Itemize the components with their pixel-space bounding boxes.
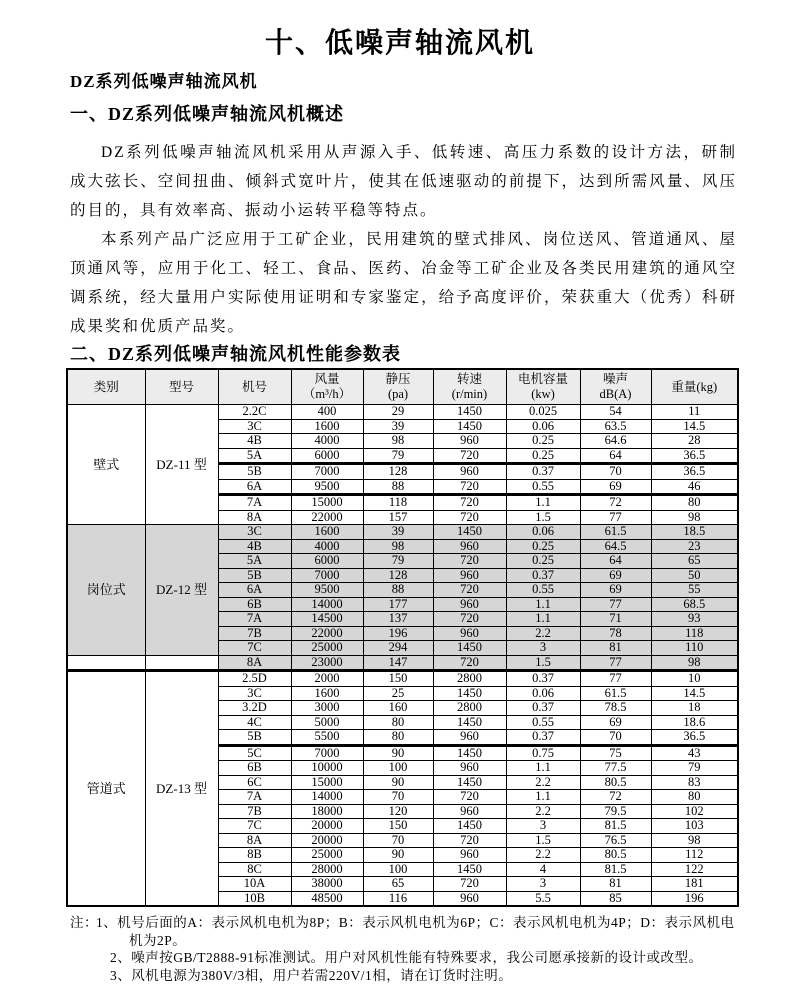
table-cell: 77 bbox=[580, 671, 651, 687]
table-cell: 63.5 bbox=[580, 419, 651, 434]
table-cell: 1600 bbox=[291, 686, 363, 701]
section-heading-parameters: 二、DZ系列低噪声轴流风机性能参数表 bbox=[70, 343, 800, 365]
table-cell: 720 bbox=[433, 554, 506, 569]
table-cell: 720 bbox=[433, 510, 506, 525]
table-cell: 46 bbox=[651, 479, 738, 495]
category-cell: 岗位式 bbox=[67, 525, 145, 656]
overview-paragraphs bbox=[70, 138, 737, 341]
header-line-1: 噪声 bbox=[581, 372, 651, 387]
category-cell: 壁式 bbox=[67, 405, 145, 525]
header-line-1: 静压 bbox=[364, 372, 433, 387]
table-cell: 54 bbox=[580, 405, 651, 420]
table-cell: 960 bbox=[433, 626, 506, 641]
header-line-1: 转速 bbox=[434, 372, 506, 387]
table-cell: 28 bbox=[651, 434, 738, 449]
table-cell: 79 bbox=[363, 554, 433, 569]
table-cell: 0.06 bbox=[506, 419, 580, 434]
table-cell: 80 bbox=[651, 495, 738, 511]
table-cell: 720 bbox=[433, 583, 506, 598]
table-cell: 11 bbox=[651, 405, 738, 420]
table-cell: 98 bbox=[363, 539, 433, 554]
notes-label: 注： bbox=[70, 914, 98, 932]
table-cell: 80.5 bbox=[580, 848, 651, 863]
table-cell: 177 bbox=[363, 597, 433, 612]
table-cell: 18.6 bbox=[651, 715, 738, 730]
table-cell: 80 bbox=[363, 730, 433, 746]
model-cell: DZ-13 型 bbox=[145, 671, 218, 907]
table-cell: 1.5 bbox=[506, 510, 580, 525]
table-cell: 720 bbox=[433, 495, 506, 511]
table-cell: 118 bbox=[363, 495, 433, 511]
table-cell: 4B bbox=[218, 434, 291, 449]
table-cell: 70 bbox=[580, 730, 651, 746]
table-cell: 4B bbox=[218, 539, 291, 554]
table-cell: 181 bbox=[651, 877, 738, 892]
table-cell: 70 bbox=[580, 464, 651, 480]
table-cell: 4000 bbox=[291, 539, 363, 554]
table-cell: 150 bbox=[363, 671, 433, 687]
doc-subtitle: DZ系列低噪声轴流风机 bbox=[70, 71, 800, 93]
header-line-1: 机号 bbox=[219, 380, 291, 395]
table-cell: 15000 bbox=[291, 775, 363, 790]
table-cell: 1.1 bbox=[506, 790, 580, 805]
table-cell: 960 bbox=[433, 804, 506, 819]
table-cell: 65 bbox=[651, 554, 738, 569]
table-cell: 3 bbox=[506, 819, 580, 834]
table-cell: 25000 bbox=[291, 848, 363, 863]
table-cell: 2800 bbox=[433, 701, 506, 716]
table-cell: 18 bbox=[651, 701, 738, 716]
notes-items bbox=[70, 914, 738, 984]
table-cell: 77.5 bbox=[580, 761, 651, 776]
table-cell: 78 bbox=[580, 626, 651, 641]
table-cell: 118 bbox=[651, 626, 738, 641]
table-cell: 0.55 bbox=[506, 479, 580, 495]
table-cell: 48500 bbox=[291, 891, 363, 906]
table-cell: 5B bbox=[218, 730, 291, 746]
table-cell: 6B bbox=[218, 761, 291, 776]
table-cell: 10A bbox=[218, 877, 291, 892]
table-cell: 1.1 bbox=[506, 495, 580, 511]
category-cell: 管道式 bbox=[67, 671, 145, 907]
overview-paragraph: 本系列产品广泛应用于工矿企业，民用建筑的壁式排风、岗位送风、管道通风、屋顶通风等，应用于化工、轻工、食品、医药、冶金等工矿企业及各类民用建筑的通风空调系统，经大量用户实际使用证明和专家鉴定，给予高度评价，荣获重大（优秀）科研成果奖和优质产品奖。 bbox=[70, 225, 737, 341]
table-cell: 15000 bbox=[291, 495, 363, 511]
table-cell: 720 bbox=[433, 655, 506, 671]
table-cell: 1450 bbox=[433, 745, 506, 761]
table-cell: 6A bbox=[218, 583, 291, 598]
table-cell: 1.5 bbox=[506, 655, 580, 671]
table-cell: 1450 bbox=[433, 419, 506, 434]
table-cell: 0.37 bbox=[506, 671, 580, 687]
table-cell: 7C bbox=[218, 641, 291, 656]
table-cell: 1600 bbox=[291, 419, 363, 434]
table-cell: 1450 bbox=[433, 641, 506, 656]
table-cell: 6A bbox=[218, 479, 291, 495]
note-item: 1、机号后面的A：表示风机电机为8P；B：表示风机电机为6P；C：表示风机电机为4P；D：表示风机电机为2P。 bbox=[96, 914, 738, 949]
table-cell: 100 bbox=[363, 862, 433, 877]
table-cell: 116 bbox=[363, 891, 433, 906]
table-cell: 960 bbox=[433, 597, 506, 612]
header-line-1: 重量(kg) bbox=[652, 380, 738, 395]
table-cell: 83 bbox=[651, 775, 738, 790]
table-header-cell bbox=[506, 369, 580, 405]
table-cell: 960 bbox=[433, 848, 506, 863]
table-cell: 720 bbox=[433, 790, 506, 805]
table-cell: 7000 bbox=[291, 745, 363, 761]
table-cell: 69 bbox=[580, 715, 651, 730]
table-cell: 77 bbox=[580, 655, 651, 671]
table-cell: 1600 bbox=[291, 525, 363, 540]
table-cell: 960 bbox=[433, 761, 506, 776]
table-header-cell bbox=[67, 369, 145, 405]
table-cell: 71 bbox=[580, 612, 651, 627]
table-cell: 64.6 bbox=[580, 434, 651, 449]
table-cell: 5A bbox=[218, 448, 291, 464]
table-cell: 72 bbox=[580, 790, 651, 805]
table-cell: 110 bbox=[651, 641, 738, 656]
table-cell: 3 bbox=[506, 641, 580, 656]
performance-table bbox=[66, 368, 739, 907]
header-line-1: 电机容量 bbox=[507, 372, 580, 387]
table-cell: 22000 bbox=[291, 510, 363, 525]
table-cell: 39 bbox=[363, 419, 433, 434]
table-cell: 69 bbox=[580, 583, 651, 598]
table-cell: 36.5 bbox=[651, 464, 738, 480]
table-cell: 88 bbox=[363, 479, 433, 495]
table-cell: 36.5 bbox=[651, 730, 738, 746]
header-line-2: dB(A) bbox=[581, 387, 651, 402]
model-cell: DZ-12 型 bbox=[145, 525, 218, 656]
table-cell: 960 bbox=[433, 891, 506, 906]
table-cell: 4C bbox=[218, 715, 291, 730]
table-cell: 90 bbox=[363, 848, 433, 863]
table-cell: 79.5 bbox=[580, 804, 651, 819]
table-cell: 1.1 bbox=[506, 612, 580, 627]
table-cell: 7A bbox=[218, 612, 291, 627]
table-header-cell bbox=[363, 369, 433, 405]
table-cell: 0.37 bbox=[506, 464, 580, 480]
table-cell: 1450 bbox=[433, 819, 506, 834]
table-cell: 960 bbox=[433, 434, 506, 449]
table-cell: 75 bbox=[580, 745, 651, 761]
table-row bbox=[67, 671, 738, 687]
overview-paragraph: DZ系列低噪声轴流风机采用从声源入手、低转速、高压力系数的设计方法，研制成大弦长、空间扭曲、倾斜式宽叶片，使其在低速驱动的前提下，达到所需风量、风压的目的，具有效率高、振动小运转平稳等特点。 bbox=[70, 138, 737, 225]
table-cell: 1450 bbox=[433, 775, 506, 790]
table-cell: 81.5 bbox=[580, 819, 651, 834]
table-cell: 0.55 bbox=[506, 583, 580, 598]
table-cell: 1450 bbox=[433, 686, 506, 701]
table-cell: 160 bbox=[363, 701, 433, 716]
page-title: 十、低噪声轴流风机 bbox=[0, 26, 800, 62]
table-cell: 7B bbox=[218, 626, 291, 641]
table-cell: 69 bbox=[580, 568, 651, 583]
table-cell: 2.2 bbox=[506, 775, 580, 790]
table-cell: 14000 bbox=[291, 597, 363, 612]
table-cell: 0.25 bbox=[506, 539, 580, 554]
table-cell: 150 bbox=[363, 819, 433, 834]
table-cell: 720 bbox=[433, 448, 506, 464]
table-cell: 14500 bbox=[291, 612, 363, 627]
table-cell: 98 bbox=[363, 434, 433, 449]
header-line-1: 类别 bbox=[68, 380, 145, 395]
table-cell: 50 bbox=[651, 568, 738, 583]
table-cell: 122 bbox=[651, 862, 738, 877]
table-cell: 25 bbox=[363, 686, 433, 701]
table-cell: 10 bbox=[651, 671, 738, 687]
table-cell: 88 bbox=[363, 583, 433, 598]
table-header-cell bbox=[580, 369, 651, 405]
table-cell: 7C bbox=[218, 819, 291, 834]
table-cell: 80.5 bbox=[580, 775, 651, 790]
table-cell: 72 bbox=[580, 495, 651, 511]
table-cell: 960 bbox=[433, 464, 506, 480]
table-cell: 128 bbox=[363, 464, 433, 480]
table-cell: 0.37 bbox=[506, 730, 580, 746]
table-cell: 960 bbox=[433, 730, 506, 746]
note-item: 2、噪声按GB/T2888-91标准测试。用户对风机性能有特殊要求，我公司愿承接新的设计或改型。 bbox=[110, 949, 738, 967]
table-cell: 128 bbox=[363, 568, 433, 583]
table-cell: 36.5 bbox=[651, 448, 738, 464]
table-cell: 22000 bbox=[291, 626, 363, 641]
table-cell: 8A bbox=[218, 510, 291, 525]
table-cell: 98 bbox=[651, 510, 738, 525]
table-cell: 79 bbox=[651, 761, 738, 776]
table-header-cell bbox=[433, 369, 506, 405]
table-cell: 5A bbox=[218, 554, 291, 569]
table-body bbox=[67, 405, 738, 907]
table-header-cell bbox=[145, 369, 218, 405]
table-cell: 7A bbox=[218, 495, 291, 511]
table-cell: 14.5 bbox=[651, 419, 738, 434]
table-cell: 10000 bbox=[291, 761, 363, 776]
table-cell: 6B bbox=[218, 597, 291, 612]
table-cell: 5C bbox=[218, 745, 291, 761]
table-cell: 25000 bbox=[291, 641, 363, 656]
table-cell: 400 bbox=[291, 405, 363, 420]
table-cell: 0.37 bbox=[506, 701, 580, 716]
table-cell: 2.2 bbox=[506, 804, 580, 819]
table-cell: 102 bbox=[651, 804, 738, 819]
table-cell: 2000 bbox=[291, 671, 363, 687]
table-cell: 3.2D bbox=[218, 701, 291, 716]
table-cell: 720 bbox=[433, 877, 506, 892]
table-cell: 6C bbox=[218, 775, 291, 790]
table-cell: 18000 bbox=[291, 804, 363, 819]
table-cell: 2.2C bbox=[218, 405, 291, 420]
model-cell: DZ-11 型 bbox=[145, 405, 218, 525]
table-header-row bbox=[67, 369, 738, 405]
notes bbox=[70, 914, 738, 984]
table-header-cell bbox=[291, 369, 363, 405]
table-cell: 6000 bbox=[291, 448, 363, 464]
table-cell: 3000 bbox=[291, 701, 363, 716]
table-cell: 64 bbox=[580, 448, 651, 464]
table-cell: 0.25 bbox=[506, 554, 580, 569]
table-cell: 4 bbox=[506, 862, 580, 877]
table-cell: 64.5 bbox=[580, 539, 651, 554]
table-cell: 90 bbox=[363, 745, 433, 761]
table-cell: 8C bbox=[218, 862, 291, 877]
table-cell: 80 bbox=[651, 790, 738, 805]
table-cell: 76.5 bbox=[580, 833, 651, 848]
table-cell: 960 bbox=[433, 568, 506, 583]
table-cell: 112 bbox=[651, 848, 738, 863]
table-cell: 68.5 bbox=[651, 597, 738, 612]
table-cell: 0.25 bbox=[506, 434, 580, 449]
table-cell: 120 bbox=[363, 804, 433, 819]
table-cell: 196 bbox=[651, 891, 738, 906]
header-line-2: (r/min) bbox=[434, 387, 506, 402]
table-cell: 78.5 bbox=[580, 701, 651, 716]
table-cell: 79 bbox=[363, 448, 433, 464]
table-cell: 5B bbox=[218, 464, 291, 480]
table-cell: 7A bbox=[218, 790, 291, 805]
table-cell: 43 bbox=[651, 745, 738, 761]
table-cell: 1.5 bbox=[506, 833, 580, 848]
table-cell: 0.025 bbox=[506, 405, 580, 420]
table-cell: 100 bbox=[363, 761, 433, 776]
table-cell: 157 bbox=[363, 510, 433, 525]
table-head bbox=[67, 369, 738, 405]
table-cell: 5000 bbox=[291, 715, 363, 730]
table-cell: 93 bbox=[651, 612, 738, 627]
table-cell: 70 bbox=[363, 833, 433, 848]
table-cell: 5500 bbox=[291, 730, 363, 746]
table-cell: 61.5 bbox=[580, 686, 651, 701]
table-cell: 1450 bbox=[433, 525, 506, 540]
table-cell: 14.5 bbox=[651, 686, 738, 701]
table-cell: 3C bbox=[218, 419, 291, 434]
table-cell: 3 bbox=[506, 877, 580, 892]
table-cell: 6000 bbox=[291, 554, 363, 569]
table-cell: 0.55 bbox=[506, 715, 580, 730]
table-cell: 64 bbox=[580, 554, 651, 569]
table-cell: 39 bbox=[363, 525, 433, 540]
table-cell: 1450 bbox=[433, 862, 506, 877]
table-cell: 1.1 bbox=[506, 597, 580, 612]
table-cell: 28000 bbox=[291, 862, 363, 877]
table-cell: 2.2 bbox=[506, 626, 580, 641]
table-cell: 2800 bbox=[433, 671, 506, 687]
table-cell: 1450 bbox=[433, 405, 506, 420]
table-cell: 0.75 bbox=[506, 745, 580, 761]
table-cell: 69 bbox=[580, 479, 651, 495]
table-cell: 98 bbox=[651, 655, 738, 671]
table-cell: 294 bbox=[363, 641, 433, 656]
table-cell: 70 bbox=[363, 790, 433, 805]
table-cell: 0.06 bbox=[506, 686, 580, 701]
table-cell: 77 bbox=[580, 510, 651, 525]
table-cell: 147 bbox=[363, 655, 433, 671]
table-cell: 0.25 bbox=[506, 448, 580, 464]
table-cell: 5B bbox=[218, 568, 291, 583]
table-cell: 81 bbox=[580, 641, 651, 656]
table-cell: 8A bbox=[218, 833, 291, 848]
table-cell: 81 bbox=[580, 877, 651, 892]
category-filler-cell bbox=[67, 655, 145, 671]
table-cell: 98 bbox=[651, 833, 738, 848]
table-cell: 8B bbox=[218, 848, 291, 863]
table-cell: 3C bbox=[218, 525, 291, 540]
table-row bbox=[67, 405, 738, 420]
table-cell: 720 bbox=[433, 612, 506, 627]
table-cell: 80 bbox=[363, 715, 433, 730]
header-line-2: (kw) bbox=[507, 387, 580, 402]
table-cell: 103 bbox=[651, 819, 738, 834]
table-cell: 18.5 bbox=[651, 525, 738, 540]
table-cell: 960 bbox=[433, 539, 506, 554]
table-cell: 7000 bbox=[291, 464, 363, 480]
table-cell: 10B bbox=[218, 891, 291, 906]
table-cell: 90 bbox=[363, 775, 433, 790]
note-item: 3、风机电源为380V/3相，用户若需220V/1相，请在订货时注明。 bbox=[110, 967, 738, 984]
table-cell: 20000 bbox=[291, 819, 363, 834]
header-line-1: 型号 bbox=[146, 380, 218, 395]
table-cell: 2.2 bbox=[506, 848, 580, 863]
table-row bbox=[67, 655, 738, 671]
table-cell: 0.06 bbox=[506, 525, 580, 540]
table-cell: 4000 bbox=[291, 434, 363, 449]
table-cell: 720 bbox=[433, 479, 506, 495]
table-cell: 20000 bbox=[291, 833, 363, 848]
table-cell: 61.5 bbox=[580, 525, 651, 540]
table-cell: 196 bbox=[363, 626, 433, 641]
table-cell: 9500 bbox=[291, 479, 363, 495]
table-cell: 14000 bbox=[291, 790, 363, 805]
table-cell: 1.1 bbox=[506, 761, 580, 776]
table-row bbox=[67, 525, 738, 540]
table-header-cell bbox=[218, 369, 291, 405]
table-cell: 81.5 bbox=[580, 862, 651, 877]
table-cell: 2.5D bbox=[218, 671, 291, 687]
header-line-2: （m³/h） bbox=[292, 387, 363, 402]
table-cell: 7000 bbox=[291, 568, 363, 583]
table-cell: 9500 bbox=[291, 583, 363, 598]
table-cell: 23000 bbox=[291, 655, 363, 671]
table-cell: 7B bbox=[218, 804, 291, 819]
table-cell: 137 bbox=[363, 612, 433, 627]
table-cell: 38000 bbox=[291, 877, 363, 892]
header-line-1: 风量 bbox=[292, 372, 363, 387]
section-heading-overview: 一、DZ系列低噪声轴流风机概述 bbox=[70, 102, 800, 127]
table-cell: 85 bbox=[580, 891, 651, 906]
table-cell: 29 bbox=[363, 405, 433, 420]
model-filler-cell bbox=[145, 655, 218, 671]
table-header-cell bbox=[651, 369, 738, 405]
header-line-2: (pa) bbox=[364, 387, 433, 402]
table-cell: 8A bbox=[218, 655, 291, 671]
table-cell: 5.5 bbox=[506, 891, 580, 906]
table-cell: 3C bbox=[218, 686, 291, 701]
table-cell: 23 bbox=[651, 539, 738, 554]
table-cell: 0.37 bbox=[506, 568, 580, 583]
table-cell: 1450 bbox=[433, 715, 506, 730]
table-cell: 65 bbox=[363, 877, 433, 892]
table-cell: 77 bbox=[580, 597, 651, 612]
table-cell: 55 bbox=[651, 583, 738, 598]
table-cell: 720 bbox=[433, 833, 506, 848]
